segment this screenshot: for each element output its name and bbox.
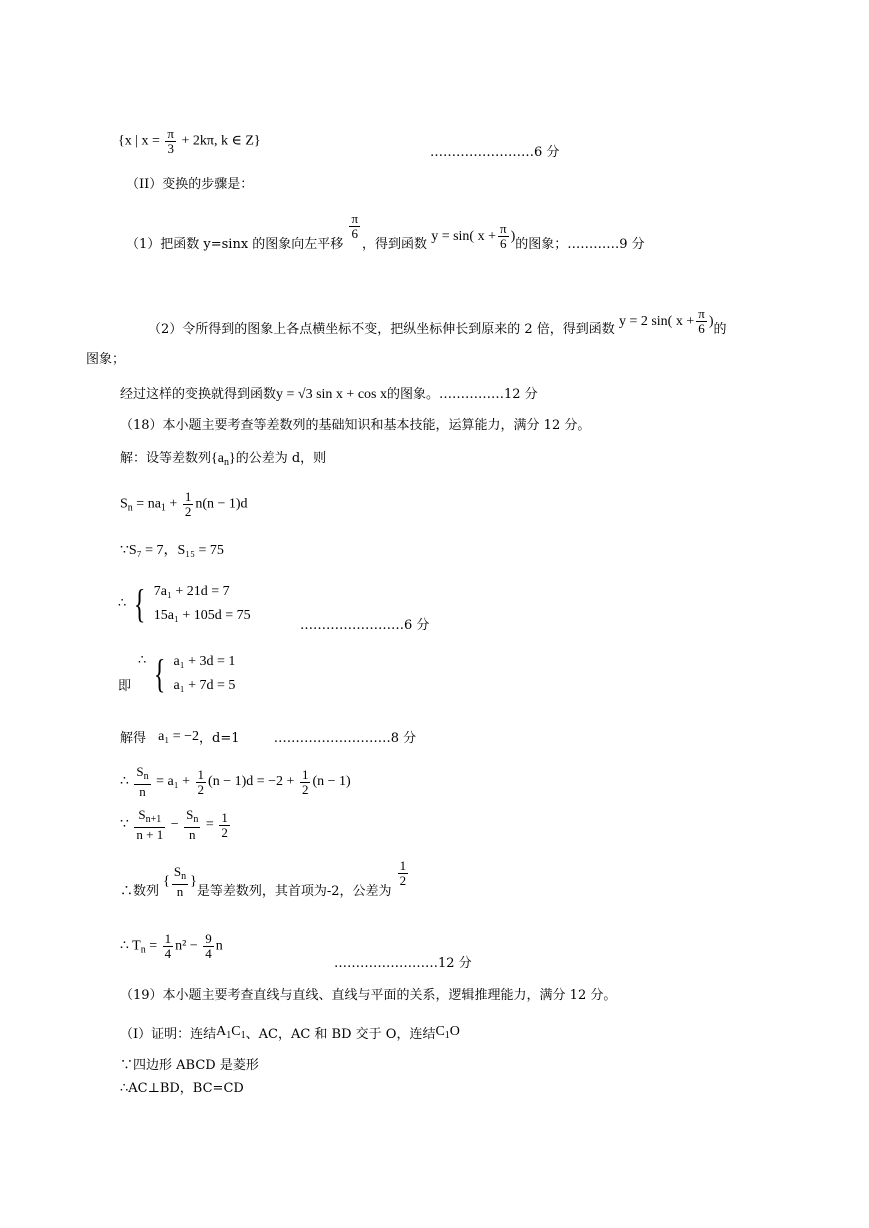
solve-line: 解得 a₁ = −2，d=1 ………………………8 分 bbox=[120, 729, 417, 746]
difference-line: ∵ $\frac{S_{n+1}}{n + 1}$ − $\frac{S_n}{n}$ = $\frac{1}{2}$ bbox=[120, 807, 228, 842]
sequence-an: $\{a_n\}$ bbox=[211, 451, 236, 468]
q18-intro: 解：设等差数列$\{a_n\}$的公差为 d，则 bbox=[120, 451, 327, 468]
rhombus-statement: ∵四边形 ABCD 是菱形 bbox=[120, 1058, 259, 1073]
step1-line: （1）把函数 y=sinx 的图象向左平移 $\frac{\pi}{6}$ ，得到函数 y = sin( x + $\frac{\pi}{6}$ )的图象；…………9 分 bbox=[126, 211, 645, 252]
tn-formula: ∴ $T_n$ = $\frac{1}{4}$ n² − $\frac{9}{4}$ n bbox=[120, 931, 223, 961]
q18-heading: （18）本小题主要考查等差数列的基础知识和基本技能，运算能力，满分 12 分。 bbox=[120, 418, 591, 433]
system-1: ∴ { 7a₁ + 21d = 7 15a₁ + 105d = 75 bbox=[118, 581, 251, 626]
score-12-b: ……………………12 分 bbox=[334, 956, 472, 971]
function-2sin-shift: y = 2 sin( x + $\frac{\pi}{6}$ ) bbox=[618, 306, 714, 337]
solution-set-line bbox=[118, 127, 261, 156]
q19-heading: （19）本小题主要考查直线与直线、直线与平面的关系，逻辑推理能力，满分 12 分。 bbox=[120, 988, 617, 1003]
given-values: ∵S₇ = 7，S₁₅ = 75 bbox=[120, 543, 224, 558]
set-rest: + 2kπ, k ∈ Z} bbox=[181, 133, 261, 149]
step2-line: （2）令所得到的图象上各点横坐标不变，把纵坐标伸长到原来的 2 倍，得到函数 y = 2 sin( x + $\frac{\pi}{6}$ )的 bbox=[148, 306, 727, 337]
function-target: y = √3 sin x + cos x bbox=[276, 387, 387, 402]
q19-proof: （I）证明：连结$A_1C_1$、AC，AC 和 BD 交于 O，连结$C_1O$ bbox=[120, 1024, 460, 1042]
sn-over-n: ∴ $\frac{S_n}{n}$ = a₁ + $\frac{1}{2}$ (n − 1)d = −2 + $\frac{1}{2}$ (n − 1) bbox=[120, 764, 351, 799]
function-sin-shift: y = sin( x + $\frac{\pi}{6}$ ) bbox=[431, 221, 516, 252]
sequence-conclusion: ∴数列 { $\frac{S_n}{n}$ }是等差数列，其首项为-2，公差为 $\frac{1}{2}$ bbox=[120, 858, 407, 899]
step2-continued: 图象； bbox=[86, 352, 126, 367]
system-2: ∴ 即 { a₁ + 3d = 1 a₁ + 7d = 5 bbox=[118, 651, 236, 696]
set-open: {x | x = bbox=[118, 133, 160, 149]
fraction-pi-over-6: $\frac{\pi}{6}$ bbox=[351, 211, 359, 241]
sn-formula: $S_n = na_1$ + $\frac{1}{2}$ n(n − 1)d bbox=[120, 489, 248, 519]
conclusion-line: 经过这样的变换就得到函数y = √3 sin x + cos x的图象。……………12 分 bbox=[120, 387, 538, 402]
perpendicular-statement: ∴AC⊥BD，BC=CD bbox=[120, 1081, 244, 1096]
fraction-pi-over-3: $\frac{\pi}{3}$ bbox=[167, 126, 174, 156]
score-6-a: ……………………6 分 bbox=[430, 145, 560, 160]
part2-heading: （II）变换的步骤是： bbox=[126, 177, 254, 192]
score-6-b: ……………………6 分 bbox=[300, 618, 430, 633]
